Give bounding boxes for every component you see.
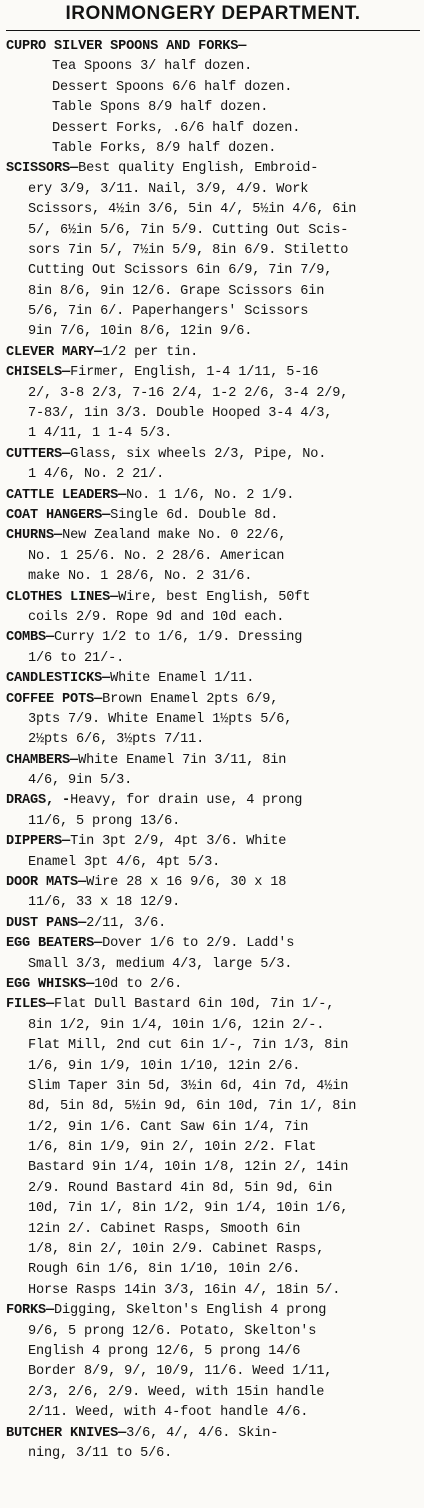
entry-text: Glass, six wheels 2/3, Pipe, No. bbox=[70, 446, 327, 462]
entry-continuation-line: 9in 7/6, 10in 8/6, 12in 9/6. bbox=[28, 324, 253, 340]
price-entry bbox=[6, 343, 420, 363]
entry-first-line bbox=[6, 791, 420, 811]
entry-heading: DIPPERS— bbox=[6, 834, 71, 850]
entry-continuation-line: make No. 1 28/6, No. 2 31/6. bbox=[28, 569, 253, 585]
entry-continuation-line: Horse Rasps 14in 3/3, 16in 4/, 18in 5/. bbox=[28, 1282, 341, 1298]
entry-continuation-line: 11/6, 33 x 18 12/9. bbox=[28, 895, 181, 911]
entry-first-line bbox=[6, 873, 420, 893]
price-entry bbox=[6, 486, 420, 506]
entry-continuation-line: 2/, 3-8 2/3, 7-16 2/4, 1-2 2/6, 3-4 2/9, bbox=[28, 385, 349, 401]
entry-first-line bbox=[6, 343, 420, 363]
price-entry bbox=[6, 1424, 420, 1465]
entry-first-line bbox=[6, 588, 420, 608]
entry-heading: CLEVER MARY— bbox=[6, 344, 103, 360]
entry-text: Best quality English, Embroid- bbox=[78, 161, 319, 177]
entry-continuation-line: 2½pts 6/6, 3½pts 7/11. bbox=[28, 732, 205, 748]
entry-text: Single 6d. Double 8d. bbox=[110, 507, 279, 523]
entry-first-line bbox=[6, 995, 420, 1015]
entry-text: 3/6, 4/, 4/6. Skin- bbox=[126, 1425, 279, 1441]
entry-heading: FORKS— bbox=[6, 1303, 55, 1319]
entry-continuation-line: Flat Mill, 2nd cut 6in 1/-, 7in 1/3, 8in bbox=[28, 1038, 349, 1054]
entry-heading: CHAMBERS— bbox=[6, 752, 79, 768]
entry-continuation-line: 1/8, 8in 2/, 10in 2/9. Cabinet Rasps, bbox=[28, 1242, 325, 1258]
price-entry bbox=[6, 791, 420, 832]
entry-continuation-line: 7-83/, 1in 3/3. Double Hooped 3-4 4/3, bbox=[28, 406, 333, 422]
entry-text: Tin 3pt 2/9, 4pt 3/6. White bbox=[70, 834, 287, 850]
price-entry bbox=[6, 37, 420, 159]
entry-heading: CUPRO SILVER SPOONS AND FORKS— bbox=[6, 39, 247, 54]
entry-text: Curry 1/2 to 1/6, 1/9. Dressing bbox=[54, 630, 303, 646]
entry-heading: CLOTHES LINES— bbox=[6, 589, 119, 605]
price-entry bbox=[6, 628, 420, 669]
entry-continuation-line: Bastard 9in 1/4, 10in 1/8, 12in 2/, 14in bbox=[28, 1160, 349, 1176]
entry-continuation-line: coils 2/9. Rope 9d and 10d each. bbox=[28, 609, 285, 625]
entry-first-line bbox=[6, 506, 420, 526]
entry-text: 2/11, 3/6. bbox=[86, 915, 167, 931]
entry-heading: CHISELS— bbox=[6, 365, 71, 381]
entry-continuation-line: Rough 6in 1/6, 8in 1/10, 10in 2/6. bbox=[28, 1262, 301, 1278]
title-rule bbox=[6, 30, 420, 31]
entry-continuation-line: 1/6 to 21/-. bbox=[28, 650, 125, 666]
entry-first-line bbox=[6, 751, 420, 771]
entry-continuation-line: 1/2, 9in 1/6. Cant Saw 6in 1/4, 7in bbox=[28, 1119, 309, 1135]
entry-text: Firmer, English, 1-4 1/11, 5-16 bbox=[70, 365, 319, 381]
entry-continuation-line: Scissors, 4½in 3/6, 5in 4/, 5½in 4/6, 6in bbox=[28, 202, 357, 218]
price-entry bbox=[6, 363, 420, 445]
entry-continuation-line: 2/11. Weed, with 4-foot handle 4/6. bbox=[28, 1405, 309, 1421]
entry-heading: SCISSORS— bbox=[6, 161, 79, 177]
entry-continuation-line: 2/3, 2/6, 2/9. Weed, with 15in handle bbox=[28, 1384, 325, 1400]
entry-text: Digging, Skelton's English 4 prong bbox=[54, 1303, 327, 1319]
entry-text: 1/2 per tin. bbox=[102, 344, 199, 360]
entry-heading: CATTLE LEADERS— bbox=[6, 487, 127, 503]
price-entry bbox=[6, 751, 420, 792]
entry-continuation-line: 1 4/6, No. 2 21/. bbox=[28, 467, 165, 483]
entry-heading: DRAGS, - bbox=[6, 793, 71, 809]
entry-continuation-line: 3pts 7/9. White Enamel 1½pts 5/6, bbox=[28, 711, 293, 727]
entry-sub-item: Table Spons 8/9 half dozen. bbox=[52, 100, 269, 116]
entry-sub-item: Tea Spoons 3/ half dozen. bbox=[52, 59, 253, 75]
price-entry bbox=[6, 995, 420, 1301]
entry-first-line bbox=[6, 37, 420, 57]
price-entry bbox=[6, 690, 420, 751]
entry-continuation-line: Border 8/9, 9/, 10/9, 11/6. Weed 1/11, bbox=[28, 1364, 333, 1380]
price-entry bbox=[6, 975, 420, 995]
entry-first-line bbox=[6, 486, 420, 506]
price-entry bbox=[6, 1301, 420, 1423]
entry-continuation-line: 1 4/11, 1 1-4 5/3. bbox=[28, 426, 173, 442]
entry-first-line bbox=[6, 1301, 420, 1321]
entry-first-line bbox=[6, 445, 420, 465]
entry-first-line bbox=[6, 914, 420, 934]
entry-first-line bbox=[6, 1424, 420, 1444]
entry-continuation-line: Enamel 3pt 4/6, 4pt 5/3. bbox=[28, 854, 221, 870]
price-entry bbox=[6, 934, 420, 975]
entry-heading: FILES— bbox=[6, 997, 55, 1013]
price-entry bbox=[6, 588, 420, 629]
price-entry bbox=[6, 159, 420, 343]
entry-first-line bbox=[6, 934, 420, 954]
entry-sub-item: Dessert Spoons 6/6 half dozen. bbox=[52, 79, 293, 95]
price-entry bbox=[6, 669, 420, 689]
entry-heading: BUTCHER KNIVES— bbox=[6, 1425, 127, 1441]
entry-continuation-line: 2/9. Round Bastard 4in 8d, 5in 9d, 6in bbox=[28, 1180, 333, 1196]
entry-heading: CHURNS— bbox=[6, 528, 63, 544]
price-list bbox=[6, 37, 420, 1464]
entry-text: No. 1 1/6, No. 2 1/9. bbox=[126, 487, 295, 503]
price-entry bbox=[6, 506, 420, 526]
entry-heading: EGG BEATERS— bbox=[6, 936, 103, 952]
entry-heading: CUTTERS— bbox=[6, 446, 71, 462]
entry-text: Flat Dull Bastard 6in 10d, 7in 1/-, bbox=[54, 997, 335, 1013]
entry-heading: CANDLESTICKS— bbox=[6, 671, 111, 687]
price-entry bbox=[6, 526, 420, 587]
entry-text: White Enamel 7in 3/11, 8in bbox=[78, 752, 287, 768]
entry-text: 10d to 2/6. bbox=[94, 976, 183, 992]
entry-continuation-line: English 4 prong 12/6, 5 prong 14/6 bbox=[28, 1344, 301, 1359]
entry-continuation-line: ning, 3/11 to 5/6. bbox=[28, 1445, 173, 1461]
entry-first-line bbox=[6, 669, 420, 689]
entry-continuation-line: sors 7in 5/, 7½in 5/9, 8in 6/9. Stiletto bbox=[28, 242, 349, 258]
entry-continuation-line: 8in 1/2, 9in 1/4, 10in 1/6, 12in 2/-. bbox=[28, 1017, 325, 1033]
page-title: IRONMONGERY DEPARTMENT. bbox=[65, 3, 361, 24]
entry-continuation-line: Small 3/3, medium 4/3, large 5/3. bbox=[28, 956, 293, 972]
entry-continuation-line: 10d, 7in 1/, 8in 1/2, 9in 1/4, 10in 1/6, bbox=[28, 1201, 349, 1217]
entry-continuation-line: Cutting Out Scissors 6in 6/9, 7in 7/9, bbox=[28, 263, 333, 279]
entry-continuation-line: 5/, 6½in 5/6, 7in 5/9. Cutting Out Scis- bbox=[28, 222, 349, 238]
entry-text: White Enamel 1/11. bbox=[110, 671, 255, 687]
entry-heading: COFFEE POTS— bbox=[6, 691, 103, 707]
entry-heading: DOOR MATS— bbox=[6, 875, 87, 891]
price-entry bbox=[6, 914, 420, 934]
entry-sub-item: Table Forks, 8/9 half dozen. bbox=[52, 140, 277, 156]
entry-first-line bbox=[6, 628, 420, 648]
entry-continuation-line: 12in 2/. Cabinet Rasps, Smooth 6in bbox=[28, 1221, 301, 1237]
entry-text: New Zealand make No. 0 22/6, bbox=[62, 528, 287, 544]
entry-text: Brown Enamel 2pts 6/9, bbox=[102, 691, 279, 707]
entry-continuation-line: No. 1 25/6. No. 2 28/6. American bbox=[28, 548, 285, 564]
price-entry bbox=[6, 873, 420, 914]
entry-continuation-line: 1/6, 8in 1/9, 9in 2/, 10in 2/2. Flat bbox=[28, 1140, 317, 1156]
entry-first-line bbox=[6, 159, 420, 179]
entry-continuation-line: ery 3/9, 3/11. Nail, 3/9, 4/9. Work bbox=[28, 181, 309, 197]
entry-first-line bbox=[6, 690, 420, 710]
entry-continuation-line: Slim Taper 3in 5d, 3½in 6d, 4in 7d, 4½in bbox=[28, 1078, 349, 1094]
entry-first-line bbox=[6, 526, 420, 546]
entry-text: Wire, best English, 50ft bbox=[118, 589, 311, 605]
entry-continuation-line: 5/6, 7in 6/. Paperhangers' Scissors bbox=[28, 304, 309, 320]
entry-continuation-line: 1/6, 9in 1/9, 10in 1/10, 12in 2/6. bbox=[28, 1058, 301, 1074]
entry-text: Wire 28 x 16 9/6, 30 x 18 bbox=[86, 875, 287, 891]
price-entry bbox=[6, 445, 420, 486]
entry-heading: EGG WHISKS— bbox=[6, 976, 95, 992]
entry-continuation-line: 8d, 5in 8d, 5½in 9d, 6in 10d, 7in 1/, 8in bbox=[28, 1099, 357, 1115]
entry-continuation-line: 4/6, 9in 5/3. bbox=[28, 773, 133, 789]
entry-heading: DUST PANS— bbox=[6, 915, 87, 931]
entry-continuation-line: 9/6, 5 prong 12/6. Potato, Skelton's bbox=[28, 1323, 317, 1339]
entry-text: Heavy, for drain use, 4 prong bbox=[70, 793, 303, 809]
entry-sub-item: Dessert Forks, .6/6 half dozen. bbox=[52, 120, 301, 136]
entry-first-line bbox=[6, 832, 420, 852]
entry-first-line bbox=[6, 975, 420, 995]
entry-continuation-line: 8in 8/6, 9in 12/6. Grape Scissors 6in bbox=[28, 283, 325, 299]
entry-text: Dover 1/6 to 2/9. Ladd's bbox=[102, 936, 295, 952]
price-entry bbox=[6, 832, 420, 873]
entry-first-line bbox=[6, 363, 420, 383]
entry-heading: COAT HANGERS— bbox=[6, 507, 111, 523]
entry-continuation-line: 11/6, 5 prong 13/6. bbox=[28, 813, 181, 829]
entry-heading: COMBS— bbox=[6, 630, 55, 646]
